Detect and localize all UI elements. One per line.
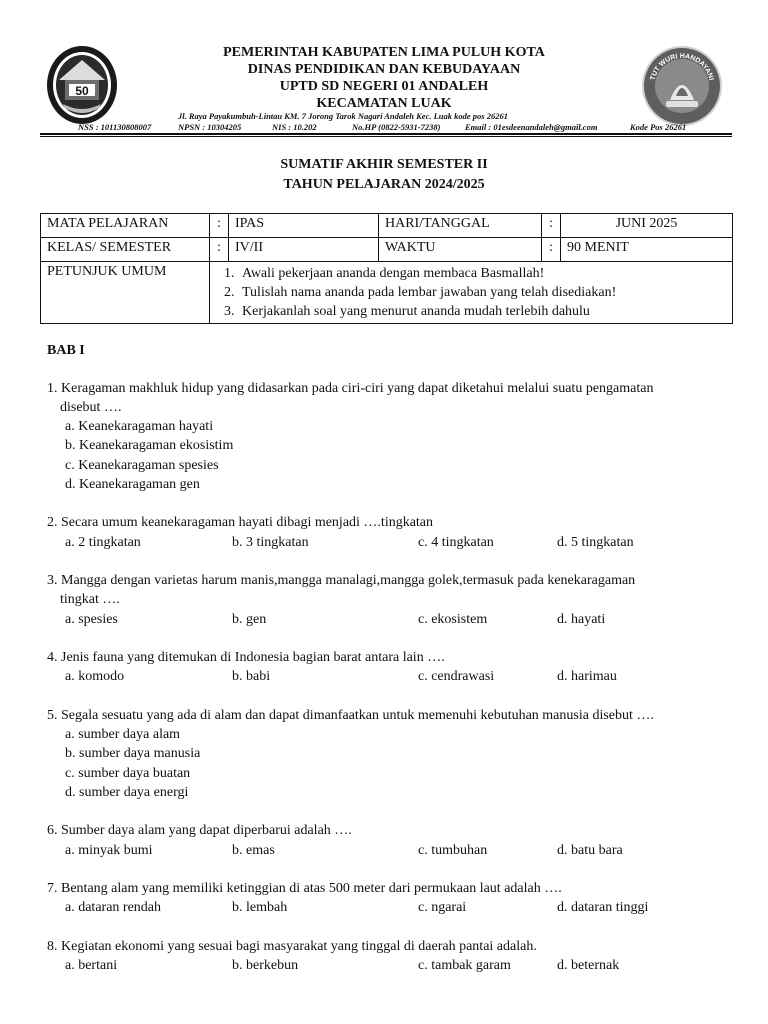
question-5-option-d: d. sumber daya energi <box>65 785 189 800</box>
question-7-option-a: a. dataran rendah <box>65 900 161 915</box>
question-2-option-b: b. 3 tingkatan <box>232 535 309 550</box>
time-label: WAKTU <box>379 238 542 262</box>
question-1-option-d: d. Keanekaragaman gen <box>65 477 200 492</box>
question-3-option-a: a. spesies <box>65 612 118 627</box>
subject-value: IPAS <box>229 214 379 238</box>
question-5-option-a: a. sumber daya alam <box>65 727 181 742</box>
instructions-list <box>210 264 732 321</box>
question-4-option-b: b. babi <box>232 669 271 684</box>
date-value: JUNI 2025 <box>561 214 733 238</box>
question-6-option-d: d. batu bara <box>557 843 623 858</box>
table-row <box>41 238 733 262</box>
header-government: PEMERINTAH KABUPATEN LIMA PULUH KOTA <box>223 45 545 60</box>
header-school: UPTD SD NEGERI 01 ANDALEH <box>279 79 489 94</box>
question-6: 6. Sumber daya alam yang dapat diperbarui adalah …. <box>47 823 352 838</box>
header-district: KECAMATAN LUAK <box>316 96 452 111</box>
header-divider-thin <box>40 136 732 137</box>
question-6-option-a: a. minyak bumi <box>65 843 153 858</box>
class-value: IV/II <box>229 238 379 262</box>
question-6-option-c: c. tumbuhan <box>418 843 488 858</box>
question-3: 3. Mangga dengan varietas harum manis,mangga manalagi,mangga golek,termasuk pada kenekaragaman <box>47 573 636 588</box>
school-year: TAHUN PELAJARAN 2024/2025 <box>283 177 485 192</box>
colon: : <box>210 214 229 238</box>
exam-title: SUMATIF AKHIR SEMESTER II <box>280 157 488 172</box>
instruction-item: 3. Kerjakanlah soal yang menurut ananda mudah terlebih dahulu <box>238 302 732 321</box>
question-5-option-b: b. sumber daya manusia <box>65 746 201 761</box>
question-2-option-c: c. 4 tingkatan <box>418 535 494 550</box>
question-1-option-b: b. Keanekaragaman ekosistim <box>65 438 234 453</box>
date-label: HARI/TANGGAL <box>379 214 542 238</box>
question-4-option-c: c. cendrawasi <box>418 669 495 684</box>
table-row <box>41 262 733 324</box>
question-3-option-d: d. hayati <box>557 612 606 627</box>
question-4: 4. Jenis fauna yang ditemukan di Indonesia bagian barat antara lain …. <box>47 650 445 665</box>
section-heading: BAB I <box>47 343 85 358</box>
subject-label: MATA PELAJARAN <box>41 214 210 238</box>
question-8-option-d: d. beternak <box>557 958 620 973</box>
header-department: DINAS PENDIDIKAN DAN KEBUDAYAAN <box>247 62 521 77</box>
question-4-option-a: a. komodo <box>65 669 125 684</box>
header-npsn: NPSN : 10304205 <box>178 122 242 132</box>
logo-motto: TUT WURI HANDAYANI <box>649 52 715 82</box>
question-8-option-c: c. tambak garam <box>418 958 511 973</box>
question-4-option-d: d. harimau <box>557 669 617 684</box>
header-nis: NIS : 10.202 <box>272 122 317 132</box>
time-value: 90 MENIT <box>561 238 733 262</box>
header-phone: No.HP (0822-5931-7238) <box>352 122 441 132</box>
question-8-option-b: b. berkebun <box>232 958 299 973</box>
colon: : <box>210 238 229 262</box>
instruction-item: 1. Awali pekerjaan ananda dengan membaca Basmallah! <box>238 264 732 283</box>
header-divider <box>40 133 732 135</box>
header-address: Jl. Raya Payakumbuh-Lintau KM. 7 Jorong Tarok Nagari Andaleh Kec. Luak kode pos 26261 <box>178 111 508 121</box>
question-5-option-c: c. sumber daya buatan <box>65 766 191 781</box>
question-3-continued: tingkat …. <box>60 592 120 607</box>
question-7-option-d: d. dataran tinggi <box>557 900 649 915</box>
exam-info-table <box>40 213 733 324</box>
question-8: 8. Kegiatan ekonomi yang sesuai bagi masyarakat yang tinggal di daerah pantai adalah. <box>47 939 537 954</box>
question-3-option-b: b. gen <box>232 612 267 627</box>
question-1-option-a: a. Keanekaragaman hayati <box>65 419 214 434</box>
question-1-continued: disebut …. <box>60 400 122 415</box>
question-2-option-d: d. 5 tingkatan <box>557 535 634 550</box>
question-7-option-b: b. lembah <box>232 900 288 915</box>
question-8-option-a: a. bertani <box>65 958 118 973</box>
class-label: KELAS/ SEMESTER <box>41 238 210 262</box>
question-7: 7. Bentang alam yang memiliki ketinggian di atas 500 meter dari permukaan laut adalah …. <box>47 881 562 896</box>
instruction-item: 2. Tulislah nama ananda pada lembar jawaban yang telah disediakan! <box>238 283 732 302</box>
question-1-option-c: c. Keanekaragaman spesies <box>65 458 219 473</box>
instructions-cell <box>210 262 733 324</box>
colon: : <box>542 214 561 238</box>
question-7-option-c: c. ngarai <box>418 900 467 915</box>
question-1: 1. Keragaman makhluk hidup yang didasarkan pada ciri-ciri yang dapat diketahui melalui suatu pengamatan <box>47 381 654 396</box>
question-3-option-c: c. ekosistem <box>418 612 488 627</box>
header-postal-code: Kode Pos 26261 <box>630 122 687 132</box>
regency-logo-number: 50 <box>75 84 89 98</box>
header-nss: NSS : 101130808007 <box>78 122 152 132</box>
question-2: 2. Secara umum keanekaragaman hayati dibagi menjadi ….tingkatan <box>47 515 434 530</box>
colon: : <box>542 238 561 262</box>
instructions-label: PETUNJUK UMUM <box>41 262 210 324</box>
question-5: 5. Segala sesuatu yang ada di alam dan dapat dimanfaatkan untuk memenuhi kebutuhan manusia disebut …. <box>47 708 654 723</box>
table-row <box>41 214 733 238</box>
header-email: Email : 01esdeenandaleh@gmail.com <box>465 122 598 132</box>
question-6-option-b: b. emas <box>232 843 275 858</box>
question-2-option-a: a. 2 tingkatan <box>65 535 141 550</box>
